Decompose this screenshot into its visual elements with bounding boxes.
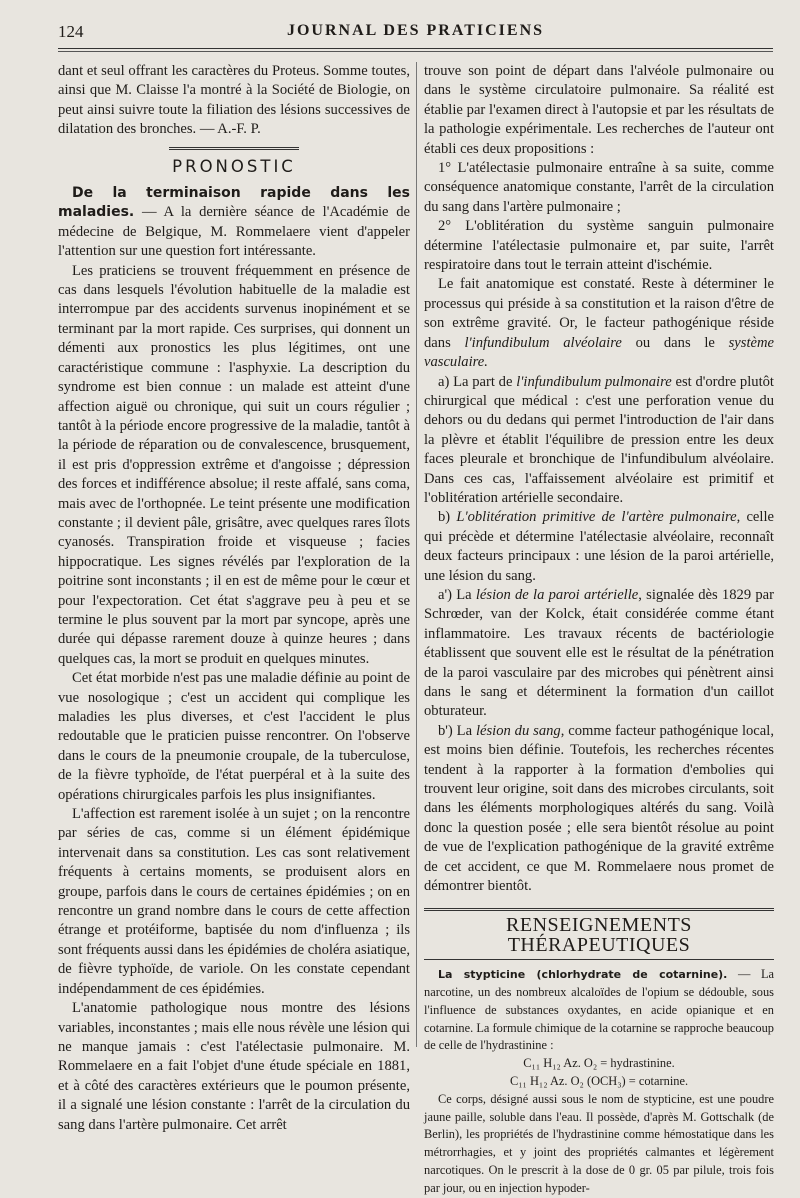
header-rule <box>58 48 773 49</box>
right-column <box>424 62 774 1198</box>
column-rule <box>416 62 417 1047</box>
article-lead: La stypticine (chlorhydrate de cotarnine). <box>438 968 728 982</box>
paragraph: trouve son point de départ dans l'alvéole pulmonaire ou dans le système circulatoire pulmonaire. Sa réalité est établie par l'examen direct à l'autopsie et par les résultats de la pathologie expérimentale. Les recherches de l'auteur ont établi ces deux propositions : <box>424 63 774 157</box>
paragraph: L'anatomie pathologique nous montre des lésions variables, inconstantes ; mais elle nous révèle une lésion qui ne manque jamais : c'est l'atélectasie pulmonaire. M. Rommelaere en a fait l'objet d'une étude spéciale en 1881, et à côté des caractères extérieurs que le poumon présente, il a signalé une lésion constante : l'arrêt de la circulation du sang dans l'artère pulmonaire. Cet arrêt <box>58 1000 410 1133</box>
paragraph: Les praticiens se trouvent fréquemment en présence de cas dans lesquels l'évolution habituelle de la maladie est interrompue par des accidents survenus inopinément et se terminant par la mort rapide. Ces surprises, qui donnent un démenti aux pronostics les plus légitimes, ont une caractéristique commune : l'asphyxie. La description du syndrome est bien connue : un malade est atteint d'une affection aiguë ou chronique, qui suit un cours régulier ; tantôt à la période encore progressive de la maladie, tantôt à la période de réparation ou de convalescence, brusquement, il est pris d'oppression extrême et d'angoisse ; dépression des forces et indifférence absolue; il reste affalé, sans coma, mais avec de l'orthopnée. Le teint présente une modification constante ; il devient pâle, grisâtre, avec quelques rares îlots cyanosés. Transpiration froide et visqueuse ; facies hippocratique. Les signes révélés par l'exploration de la poitrine sont inconstants ; il en est de même pour le cœur et pour l'expectoration. Cet état s'aggrave peu à peu et se termine le plus souvent par la mort par syncope, après une durée qui dépasse rarement douze à quinze heures ; dans quelques cas, la mort se produit en quelques minutes. <box>58 262 410 667</box>
formula-hydrastinine: C₁₁ H₁₂ Az. O₂ = hydrastinine. <box>523 1056 675 1071</box>
paragraph: 1° L'atélectasie pulmonaire entraîne à sa suite, comme conséquence anatomique constante, l'arrêt de la circulation du sang dans l'artère pulmonaire ; <box>424 160 774 215</box>
running-head <box>58 22 773 44</box>
paragraph: Ce corps, désigné aussi sous le nom de stypticine, est une poudre jaune paille, soluble dans l'eau. Il possède, d'après M. Gottschalk (de Berlin), les propriétés de l'hydrastinine comme hémostatique dans les métrorrhagies, et y joint des propriétés calmantes et légèrement narcotiques. On le prescrit à la dose de 0 gr. 05 par pilule, trois fois par jour, ou en injection hypoder- <box>424 1091 774 1195</box>
paragraph: b) L'oblitération primitive de l'artère pulmonaire, celle qui précède et détermine l'atélectasie alvéolaire, reconnaît deux facteurs principaux : une lésion de la paroi artérielle, une lésion du sang. <box>424 509 774 584</box>
paragraph: Cet état morbide n'est pas une maladie définie au point de vue nosologique ; c'est un accident qui complique les maladies les plus diverses, et c'est l'accident le plus redoutable que le praticien puisse rencontrer. On l'observe dans le cours de la pneumonie croupale, de la tuberculose, de la fièvre typhoïde, de l'état puerpéral et à la suite des opérations chirurgicales parfois les plus insignifiantes. <box>58 670 410 803</box>
formula-cotarnine: C₁₁ H₁₂ Az. O₂ (OCH₃) = cotarnine. <box>509 1074 689 1089</box>
paragraph: L'affection est rarement isolée à un sujet ; on la rencontre par séries de cas, comme si un élément épidémique intervenait dans sa constitution. Les cas sont relativement fréquents à certains moments, se produisent alors en groupe, parfois dans le cours de certaines épidémies ; on en rencontre un grand nombre dans le cours de cette affection étrange et protéiforme, baptisée du nom d'influenza ; ils sont fréquents aussi dans les épidémies de choléra asiatique, de fièvre typhoïde, de variole. On les constate cependant indépendamment de ces épidémies. <box>58 806 410 997</box>
paragraph: a) La part de l'infundibulum pulmonaire est d'ordre plutôt chirurgical que médical : c'est une perforation venue du dehors ou du dedans qui permet l'introduction de l'air dans la plèvre et établit l'équilibre de pression entre les deux faces pleurale et bronchique de l'infundibulum alvéolaire. Dans ces cas, l'affaissement alvéolaire est primitif et l'oblitération artérielle secondaire. <box>424 373 774 506</box>
paragraph: b') La lésion du sang, comme facteur pathogénique local, est moins bien définie. Toutefois, les recherches récentes tendent à la rapporter à la formation d'embolies qui trouvent leur origine, soit dans des microbes circulants, soit dans les éléments morphologiques altérés du sang. Voilà donc la question posée ; elle sera bientôt résolue au point de vue de l'explication pathogénique de la gravité extrême de cet accident, ce que M. Rommelaere nous promet de démontrer bientôt. <box>424 722 774 895</box>
therapeutics-article <box>424 966 774 1197</box>
left-column <box>58 62 410 1135</box>
paragraph: De la terminaison rapide dans les maladies. — A la dernière séance de l'Académie de médecine de Belgique, M. Rommelaere vient d'appeler l'attention sur une question fort intéressante. <box>58 185 410 260</box>
section-rule-thin <box>424 959 774 960</box>
header-rule-thin <box>58 51 773 52</box>
paragraph: La stypticine (chlorhydrate de cotarnine). — La narcotine, un des nombreux alcaloïdes de l'opium se dédouble, sous l'influence de substances oxydantes, en acide opianique et en cotarnine. La formule chimique de la cotarnine se rapproche beaucoup de celle de l'hydrastinine : <box>424 967 775 1053</box>
article-lead: De la terminaison rapide dans les maladies. <box>58 185 410 221</box>
ornament-rule <box>169 147 299 150</box>
paragraph: Le fait anatomique est constaté. Reste à déterminer le processus qui préside à sa constitution et la raison d'être de son extrême gravité. Or, le facteur pathogénique réside dans l'infundibulum alvéolaire ou dans le système vasculaire. <box>424 276 774 371</box>
section-rule <box>424 908 774 911</box>
section-title-pronostic: PRONOSTIC <box>172 156 296 176</box>
paragraph: 2° L'oblitération du système sanguin pulmonaire détermine l'atélectasie pulmonaire et, par suite, l'arrêt respiratoire dans tout le terrain atteint d'ischémie. <box>424 218 774 274</box>
journal-title: JOURNAL DES PRATICIENS <box>286 22 545 39</box>
section-title-therapeutiques: RENSEIGNEMENTS THÉRAPEUTIQUES <box>506 914 692 956</box>
page-number: 124 <box>58 22 84 41</box>
paragraph: dant et seul offrant les caractères du Proteus. Somme toutes, ainsi que M. Claisse l'a montré à la Société de Biologie, on peut ainsi suivre toute la filiation des lésions successives de dilatation des bronches. — A.-F. P. <box>58 63 410 138</box>
paragraph: a') La lésion de la paroi artérielle, signalée dès 1829 par Schrœder, van der Kolck, était considérée comme étant inflammatoire. Les travaux récents de bactériologie établissent que souvent elle est le résultat de la pénétration de la paroi vasculaire par des microbes qui pénètrent ainsi dans le sang et déterminent la formation d'un caillot obturateur. <box>424 586 775 720</box>
